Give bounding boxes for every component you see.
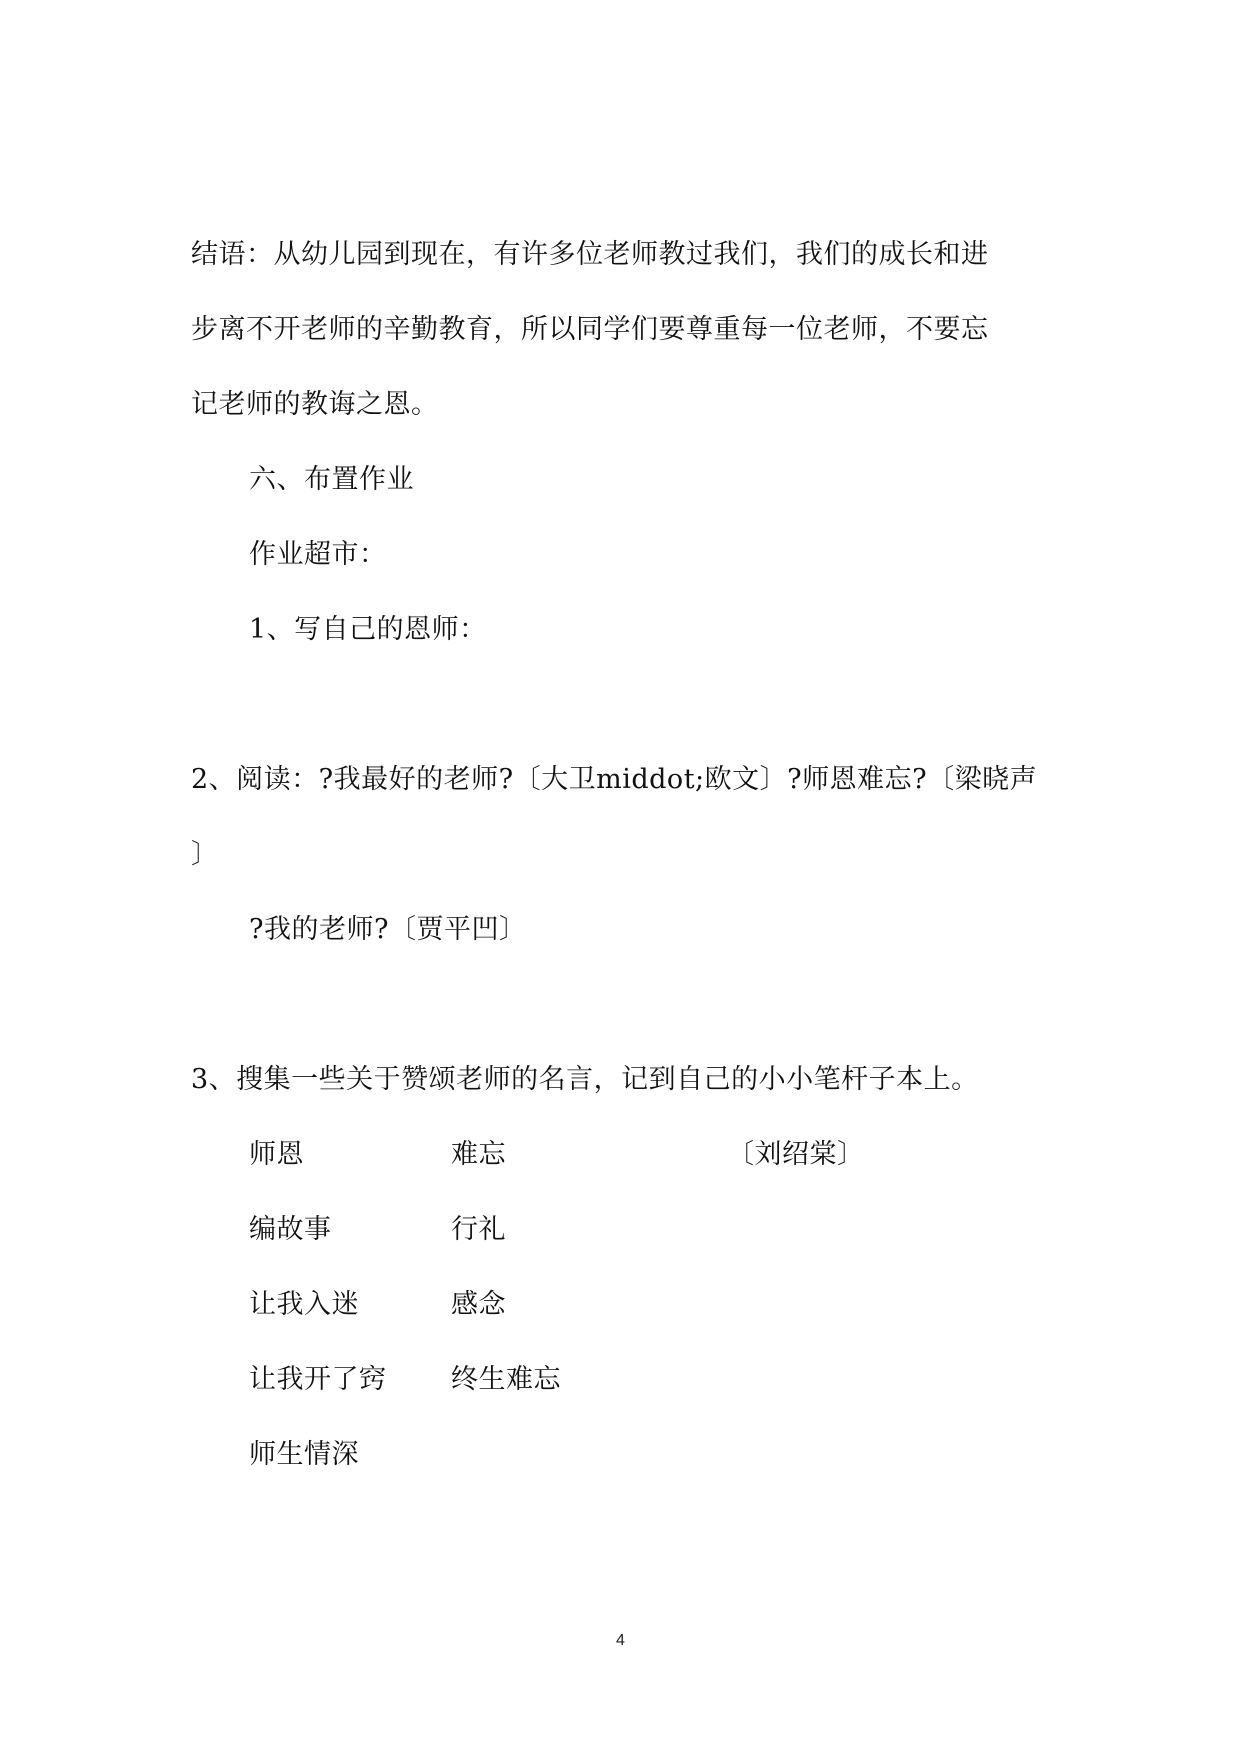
conclusion-line-2: 步离不开老师的辛勤教育，所以同学们要尊重每一位老师，不要忘 bbox=[191, 314, 989, 345]
word-grid-cell: 行礼 bbox=[451, 1214, 506, 1245]
word-grid-cell: 师恩 bbox=[249, 1139, 304, 1170]
conclusion-line-1: 结语：从幼儿园到现在，有许多位老师教过我们，我们的成长和进 bbox=[191, 239, 989, 270]
homework-supermarket-label: 作业超市： bbox=[249, 539, 387, 570]
homework-item-2-line-1: 2、阅读：?我最好的老师?〔大卫middot;欧文〕?师恩难忘?〔梁晓声 bbox=[191, 764, 1038, 795]
page-number: 4 bbox=[616, 1632, 625, 1649]
homework-item-2-line-2: 〕 bbox=[191, 839, 219, 870]
word-grid-cell: 让我开了窍 bbox=[249, 1364, 387, 1395]
homework-item-3: 3、搜集一些关于赞颂老师的名言，记到自己的小小笔杆子本上。 bbox=[191, 1064, 979, 1095]
conclusion-line-3: 记老师的教诲之恩。 bbox=[191, 389, 439, 420]
section-heading: 六、布置作业 bbox=[249, 464, 414, 495]
homework-item-2-line-3: ?我的老师?〔贾平凹〕 bbox=[249, 914, 527, 945]
word-grid-author: 〔刘绍棠〕 bbox=[727, 1139, 865, 1170]
word-grid-cell: 感念 bbox=[451, 1289, 506, 1320]
word-grid-cell: 编故事 bbox=[249, 1214, 332, 1245]
homework-item-1: 1、写自己的恩师： bbox=[249, 614, 487, 645]
word-grid-cell: 师生情深 bbox=[249, 1439, 359, 1470]
word-grid-cell: 终生难忘 bbox=[451, 1364, 561, 1395]
word-grid-cell: 让我入迷 bbox=[249, 1289, 359, 1320]
word-grid-cell: 难忘 bbox=[451, 1139, 506, 1170]
